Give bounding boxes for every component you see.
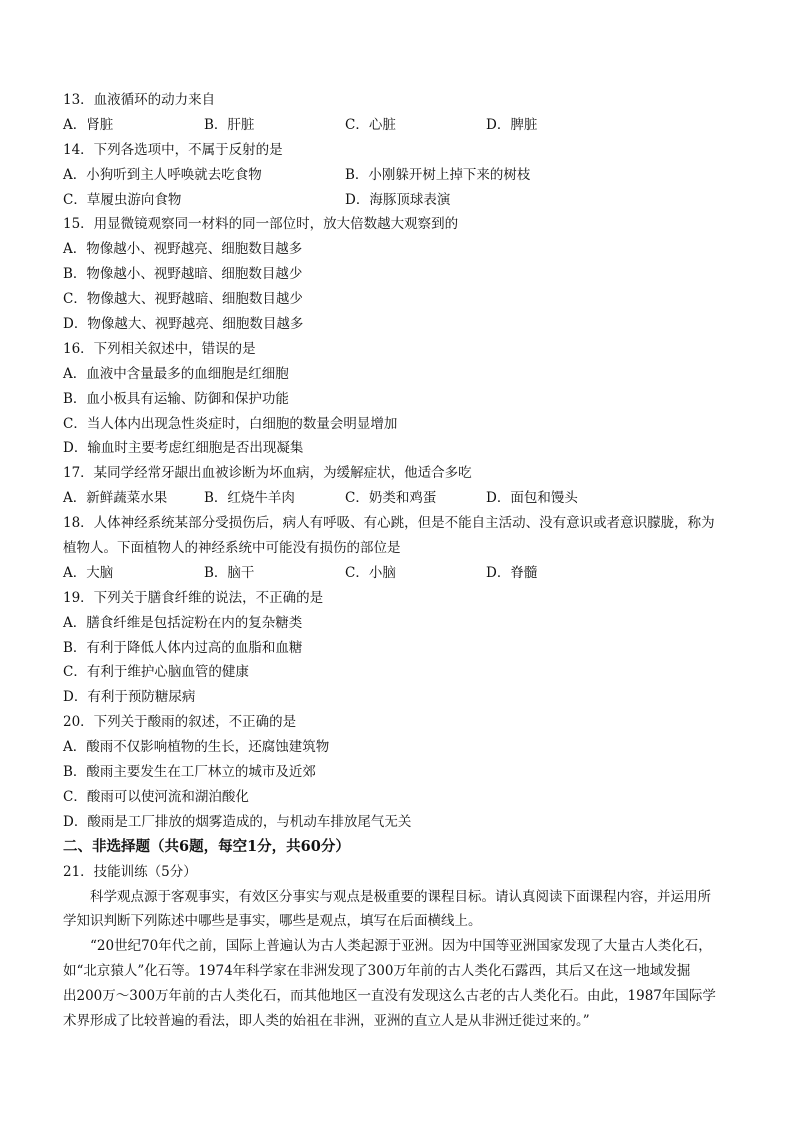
question-21-quote [63,934,733,1034]
option-c: C．奶类和鸡蛋 [345,490,437,507]
option-a: A．酸雨不仅影响植物的生长，还腐蚀建筑物 [63,739,330,756]
option-d: D．海豚顶球表演 [345,191,451,208]
paragraph-line: 科学观点源于客观事实，有效区分事实与观点是极重要的课程目标。请认真阅读下面课程内容，并运用所 [90,888,711,905]
option-a: A．小狗听到主人呼唤就去吃食物 [63,166,262,183]
option-d: D．有利于预防糖尿病 [63,689,196,706]
paragraph-line: 如“北京猿人”化石等。1974年科学家在非洲发现了300万年前的古人类化石露西，其后又在这一地域发掘 [63,963,691,980]
exam-page [63,88,733,1034]
option-a: A．肾脏 [63,116,114,133]
option-a: A．新鲜蔬菜水果 [63,490,168,507]
question-15 [63,212,733,336]
question-13 [63,88,733,138]
question-stem: 14．下列各选项中，不属于反射的是 [63,141,283,158]
option-d: D．输血时主要考虑红细胞是否出现凝集 [63,440,304,457]
question-stem: 18．人体神经系统某部分受损伤后，病人有呼吸、有心跳，但是不能自主活动、没有意识或者意识朦胧，称为 [63,515,715,532]
option-b: B．血小板具有运输、防御和保护功能 [63,390,289,407]
option-c: C．有利于维护心脑血管的健康 [63,664,249,681]
option-d: D．脾脏 [486,116,538,133]
option-b: B．有利于降低人体内过高的血脂和血糖 [63,639,303,656]
option-c: C．草履虫游向食物 [63,191,182,208]
question-20 [63,710,733,834]
option-c: C．心脏 [345,116,396,133]
option-c: C．当人体内出现急性炎症时，白细胞的数量会明显增加 [63,415,398,432]
option-row [63,188,733,213]
option-b: B．肝脏 [204,116,255,133]
option-row [63,113,733,138]
option-row [63,163,733,188]
option-d: D．面包和馒头 [486,490,578,507]
option-row [63,561,733,586]
question-stem: 17．某同学经常牙龈出血被诊断为坏血病，为缓解症状，他适合多吃 [63,465,472,482]
section-heading: 二、非选择题（共6题，每空1分，共60分） [63,837,350,855]
option-b: B．红烧牛羊肉 [204,490,295,507]
paragraph-line: 学知识判断下列陈述中哪些是事实，哪些是观点，填写在后面横线上。 [63,913,482,930]
question-21-instructions [63,885,733,935]
paragraph-line: “20世纪70年代之前，国际上普遍认为古人类起源于亚洲。因为中国等亚洲国家发现了大量古人类化石， [90,938,712,955]
option-d: D．物像越大、视野越亮、细胞数目越多 [63,316,304,333]
question-stem: 19．下列关于膳食纤维的说法，不正确的是 [63,589,324,606]
option-c: C．酸雨可以使河流和湖泊酸化 [63,788,249,805]
question-stem-continued: 植物人。下面植物人的神经系统中可能没有损伤的部位是 [63,540,401,557]
question-14 [63,138,733,213]
option-a: A．膳食纤维是包括淀粉在内的复杂糖类 [63,614,303,631]
question-19 [63,586,733,710]
option-row [63,486,733,511]
option-b: B．脑干 [204,564,255,581]
option-c: C．物像越大、视野越暗、细胞数目越少 [63,291,303,308]
option-d: D．脊髓 [486,564,538,581]
option-b: B．酸雨主要发生在工厂林立的城市及近郊 [63,764,316,781]
option-a: A．血液中含量最多的血细胞是红细胞 [63,365,289,382]
option-a: A．物像越小、视野越亮、细胞数目越多 [63,241,303,258]
question-17 [63,461,733,511]
paragraph-line: 出200万～300万年前的古人类化石，而其他地区一直没有发现这么古老的古人类化石。由此，1987年国际学 [63,988,716,1005]
question-18 [63,511,733,586]
option-b: B．小刚躲开树上掉下来的树枝 [345,166,531,183]
question-21-title: 21．技能训练（5分） [63,863,197,880]
question-stem: 13．血液循环的动力来自 [63,92,216,108]
question-16 [63,337,733,461]
option-b: B．物像越小、视野越暗、细胞数目越少 [63,266,303,283]
option-c: C．小脑 [345,564,396,581]
option-d: D．酸雨是工厂排放的烟雾造成的，与机动车排放尾气无关 [63,813,412,830]
question-stem: 20．下列关于酸雨的叙述，不正确的是 [63,714,297,731]
question-stem: 16．下列相关叙述中，错误的是 [63,340,256,357]
option-a: A．大脑 [63,564,114,581]
paragraph-line: 术界形成了比较普遍的看法，即人类的始祖在非洲，亚洲的直立人是从非洲迁徙过来的。” [63,1012,590,1029]
question-stem: 15．用显微镜观察同一材料的同一部位时，放大倍数越大观察到的 [63,216,459,233]
